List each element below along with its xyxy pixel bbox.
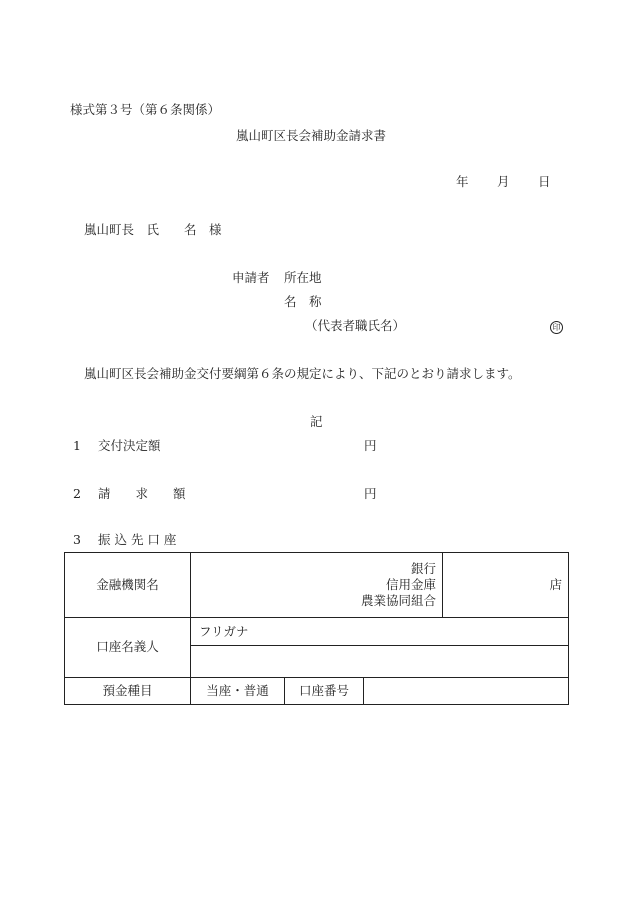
bank-type-shinkin: 信用金庫 — [386, 576, 437, 592]
furigana-field[interactable] — [191, 618, 569, 646]
institution-label: 金融機関名 — [65, 553, 191, 618]
seal-mark — [550, 320, 563, 334]
date-month: 月 — [497, 174, 510, 189]
account-number-field[interactable] — [364, 678, 569, 705]
form-title: 嵐山町区長会補助金請求書 — [236, 128, 387, 143]
addressee: 嵐山町長 氏 名 様 — [84, 222, 222, 237]
date-day: 日 — [538, 174, 551, 189]
body-text: 嵐山町区長会補助金交付要綱第６条の規定により、下記のとおり請求します。 — [84, 366, 521, 381]
applicant-location: 所在地 — [284, 270, 322, 285]
account-number-label: 口座番号 — [285, 678, 364, 705]
deposit-type-options[interactable]: 当座・普通 — [191, 678, 285, 705]
institution-name-field[interactable] — [191, 553, 443, 618]
furigana-label: フリガナ — [199, 624, 249, 639]
item-1-unit: 円 — [364, 438, 377, 453]
bank-type-bank: 銀行 — [411, 560, 437, 576]
item-2-unit: 円 — [364, 486, 377, 501]
item-2-label: 請 求 額 — [98, 486, 186, 501]
branch-label: 店 — [549, 576, 563, 592]
ki-heading: 記 — [310, 414, 323, 429]
applicant-label: 申請者 — [232, 270, 270, 285]
date-year: 年 — [456, 174, 469, 189]
item-3-number: 3 — [73, 532, 81, 547]
branch-field[interactable] — [443, 553, 569, 618]
item-2-number: 2 — [73, 486, 81, 501]
seal-text: 印 — [550, 321, 563, 334]
holder-label: 口座名義人 — [65, 618, 191, 678]
item-3-label: 振 込 先 口 座 — [98, 532, 177, 547]
form-number: 様式第３号（第６条関係） — [70, 102, 221, 117]
item-1-label: 交付決定額 — [98, 438, 161, 453]
applicant-representative: （代表者職氏名） — [305, 318, 406, 333]
bank-type-ja: 農業協同組合 — [361, 593, 437, 609]
holder-name-field[interactable] — [191, 646, 569, 678]
applicant-name: 名 称 — [284, 294, 322, 309]
deposit-type-label: 預金種目 — [65, 678, 191, 705]
item-1-number: 1 — [73, 438, 81, 453]
bank-account-table — [64, 552, 569, 705]
